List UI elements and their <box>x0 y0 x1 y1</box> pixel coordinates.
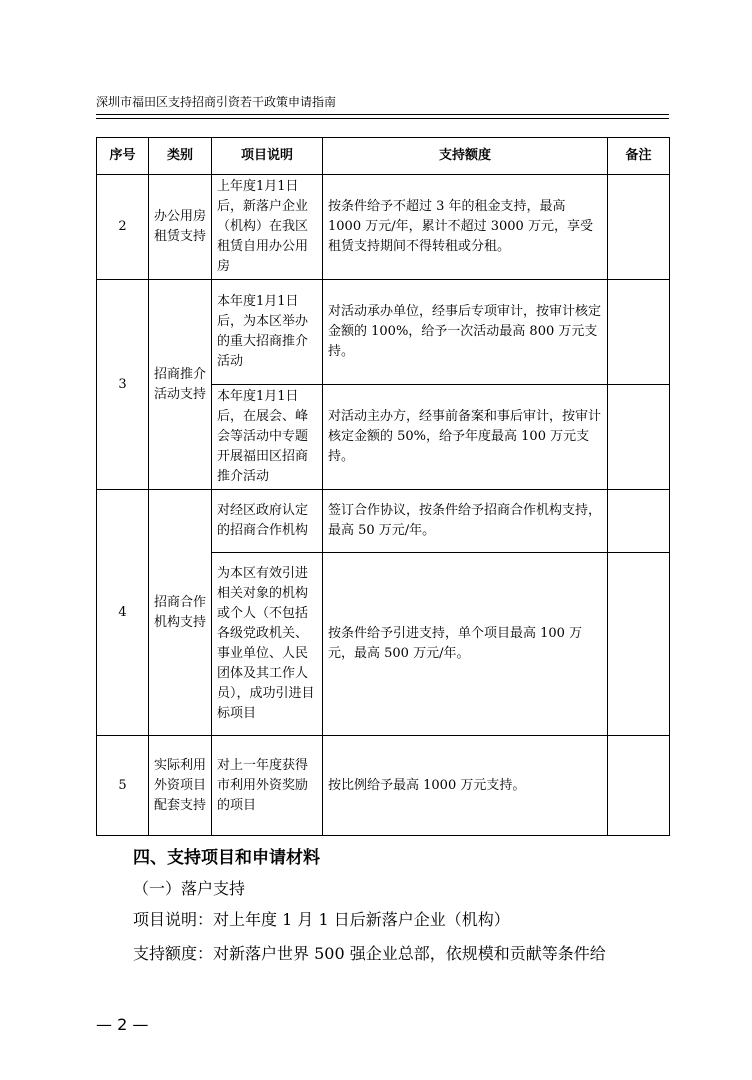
row-description: 对上一年度获得市利用外资奖励的项目 <box>212 736 323 836</box>
document-header-title: 深圳市福田区支持招商引资若干政策申请指南 <box>96 95 337 109</box>
row-remark <box>608 490 670 553</box>
paragraph-description: 项目说明：对上年度 1 月 1 日后新落户企业（机构） <box>133 910 510 929</box>
header-category: 类别 <box>149 138 212 175</box>
row-description: 本年度1月1日后，为本区举办的重大招商推介活动 <box>212 280 323 385</box>
row-amount: 签订合作协议，按条件给予招商合作机构支持，最高 50 万元/年。 <box>323 490 608 553</box>
header-amount: 支持额度 <box>323 138 608 175</box>
section-title: 四、支持项目和申请材料 <box>133 848 320 868</box>
row-remark <box>608 736 670 836</box>
row-category: 招商合作机构支持 <box>149 490 212 736</box>
table-row <box>97 490 670 553</box>
row-amount: 按比例给予最高 1000 万元支持。 <box>323 736 608 836</box>
row-amount: 对活动承办单位，经事后专项审计，按审计核定金额的 100%，给予一次活动最高 800 万元支持。 <box>323 280 608 385</box>
row-amount: 对活动主办方，经事前备案和事后审计，按审计核定金额的 50%，给予年度最高 100 万元支持。 <box>323 385 608 490</box>
subsection-title: （一）落户支持 <box>133 879 246 898</box>
row-number: 4 <box>97 490 149 736</box>
row-number: 3 <box>97 280 149 490</box>
header-rule-thick <box>96 114 669 115</box>
row-remark <box>608 175 670 280</box>
header-description: 项目说明 <box>212 138 323 175</box>
header-rule-thin <box>96 118 669 119</box>
row-number: 5 <box>97 736 149 836</box>
header-no: 序号 <box>97 138 149 175</box>
row-description: 上年度1月1日后，新落户企业（机构）在我区租赁自用办公用房 <box>212 175 323 280</box>
row-remark <box>608 280 670 385</box>
policy-table <box>96 137 670 836</box>
paragraph-amount: 支持额度：对新落户世界 500 强企业总部，依规模和贡献等条件给 <box>133 944 606 963</box>
row-remark <box>608 385 670 490</box>
table-row <box>97 280 670 385</box>
table-row <box>97 736 670 836</box>
row-remark <box>608 553 670 736</box>
row-description: 为本区有效引进相关对象的机构或个人（不包括各级党政机关、事业单位、人民团体及其工作人员），成功引进目标项目 <box>212 553 323 736</box>
table-header-row <box>97 138 670 175</box>
page-number: — 2 — <box>96 1015 149 1034</box>
row-category: 办公用房租赁支持 <box>149 175 212 280</box>
header-remark: 备注 <box>608 138 670 175</box>
row-description: 对经区政府认定的招商合作机构 <box>212 490 323 553</box>
row-category: 实际利用外资项目配套支持 <box>149 736 212 836</box>
row-amount: 按条件给予引进支持，单个项目最高 100 万元，最高 500 万元/年。 <box>323 553 608 736</box>
row-amount: 按条件给予不超过 3 年的租金支持，最高 1000 万元/年，累计不超过 3000 万元，享受租赁支持期间不得转租或分租。 <box>323 175 608 280</box>
row-category: 招商推介活动支持 <box>149 280 212 490</box>
row-number: 2 <box>97 175 149 280</box>
table-row <box>97 175 670 280</box>
row-description: 本年度1月1日后，在展会、峰会等活动中专题开展福田区招商推介活动 <box>212 385 323 490</box>
